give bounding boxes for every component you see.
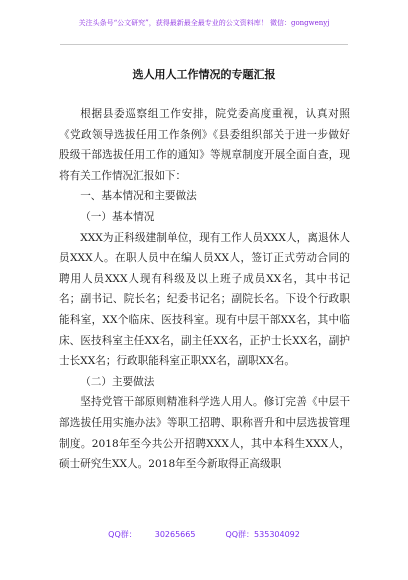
header-divider [60, 44, 348, 45]
document-title: 选人用人工作情况的专题汇报 [132, 68, 276, 81]
staffing-paragraph: XXX为正科级建制单位，现有工作人员XXX人，离退休人员XXX人。在职人员中在编人员XX人，签订正式劳动合同的聘用人员XXX人现有科级及以上班子成员XX名，其中书记名；副书记、院长名；纪委书记名；副院长名。下设个行政职能科室，XX个临床、医技科室。现有中层干部XX名，其中临床、医技科室主任XX名，副主任XX名，正护士长XX名，副护士长XX名；行政职能科室正职XX名，副职XX名。 [59, 231, 350, 368]
intro-paragraph: 根据县委巡察组工作安排，院党委高度重视，认真对照《党政领导选拔任用工作条例》《县委组织部关于进一步做好股级干部选拔任用工作的通知》等规章制度开展全面自查，现将有关工作情况汇报如下： [59, 108, 350, 182]
subsection-heading-basic-situation: （一）基本情况 [80, 210, 155, 223]
document-body [59, 104, 350, 475]
footer-contact [0, 529, 408, 540]
qq-group-number-2: 535304092 [254, 530, 300, 539]
promo-banner: 关注头条号“公文研究”，获得最新最全最专业的公文资料库！ 微信：gongwenyj [78, 19, 330, 27]
subsection-heading-main-practices: （二）主要做法 [80, 375, 155, 388]
section-heading-basic-situation-and-practices: 一、基本情况和主要做法 [80, 190, 197, 203]
qq-group-label-1: QQ群： [108, 530, 137, 539]
qq-group-label-2: QQ群： [225, 530, 255, 539]
practices-paragraph: 坚持党管干部原则精准科学选人用人。修订完善《中层干部选拔任用实施办法》等职工招聘、职称晋升和中层选拔管理制度。2018年至今共公开招聘XXX人，其中本科生XXX人，硕士研究生XX人。2018年至今新取得正高级职 [59, 396, 350, 471]
qq-group-number-1: 30265665 [154, 530, 196, 539]
